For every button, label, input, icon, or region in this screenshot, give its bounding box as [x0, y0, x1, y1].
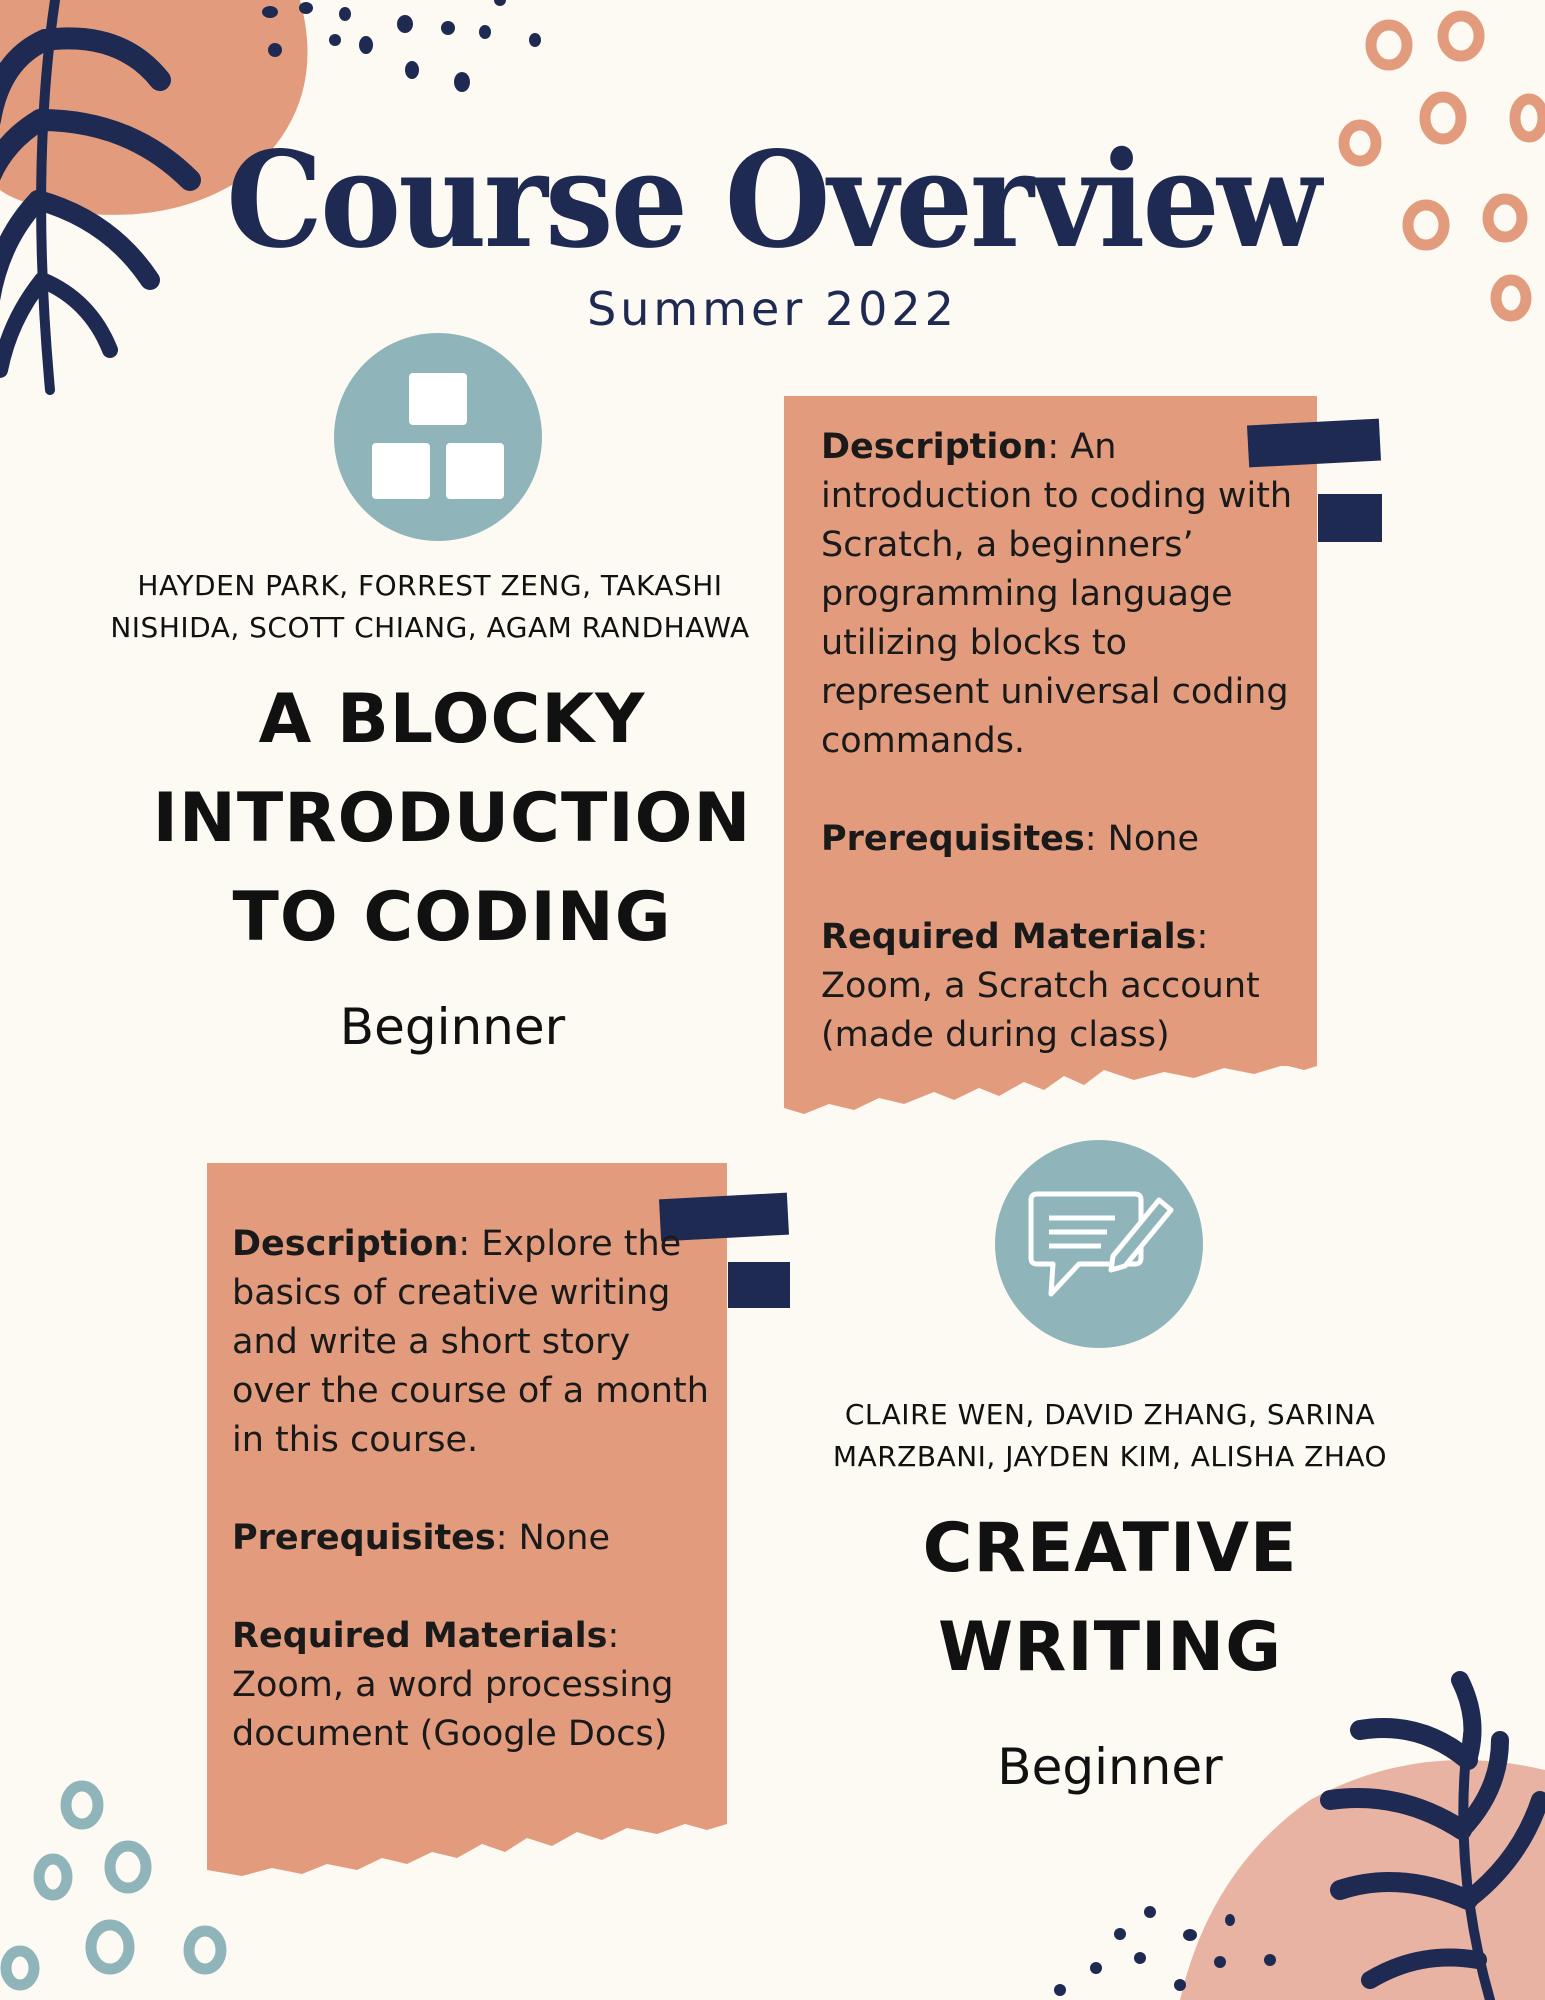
chat-pencil-icon	[995, 1140, 1203, 1348]
course-2-level: Beginner	[997, 1738, 1223, 1796]
page-subtitle: Summer 2022	[587, 282, 958, 336]
course-1-details: Description: An introduction to coding with Scratch, a beginners’ programming language utilizing blocks to represent universal coding commands. Prerequisites: None Required Materials: Zoom, a Scratch account (made during class)	[821, 427, 1293, 1055]
blocks-icon	[334, 333, 542, 541]
course-2-teachers: CLAIRE WEN, DAVID ZHANG, SARINA MARZBANI, JAYDEN KIM, ALISHA ZHAO	[832, 1398, 1388, 1473]
torn-edge	[207, 1818, 727, 1878]
course-icon-circle	[334, 333, 542, 541]
course-icon-circle	[995, 1140, 1203, 1348]
tape-strip	[1318, 494, 1382, 542]
tape-strip	[728, 1262, 790, 1308]
course-2-title: CREATIVE WRITING	[922, 1509, 1298, 1687]
course-2-details: Description: Explore the basics of creative writing and write a short story over the course of a month in this course. Prerequisites: None Required Materials: Zoom, a word processing document (Google Docs)	[232, 1224, 709, 1754]
course-1-level: Beginner	[339, 998, 566, 1056]
torn-edge	[784, 1060, 1317, 1120]
page-title: Course Overview	[226, 123, 1319, 278]
course-1-teachers: HAYDEN PARK, FORREST ZENG, TAKASHI NISHIDA, SCOTT CHIANG, AGAM RANDHAWA	[110, 569, 750, 644]
course-1-title: A BLOCKY INTRODUCTION TO CODING	[152, 680, 752, 957]
